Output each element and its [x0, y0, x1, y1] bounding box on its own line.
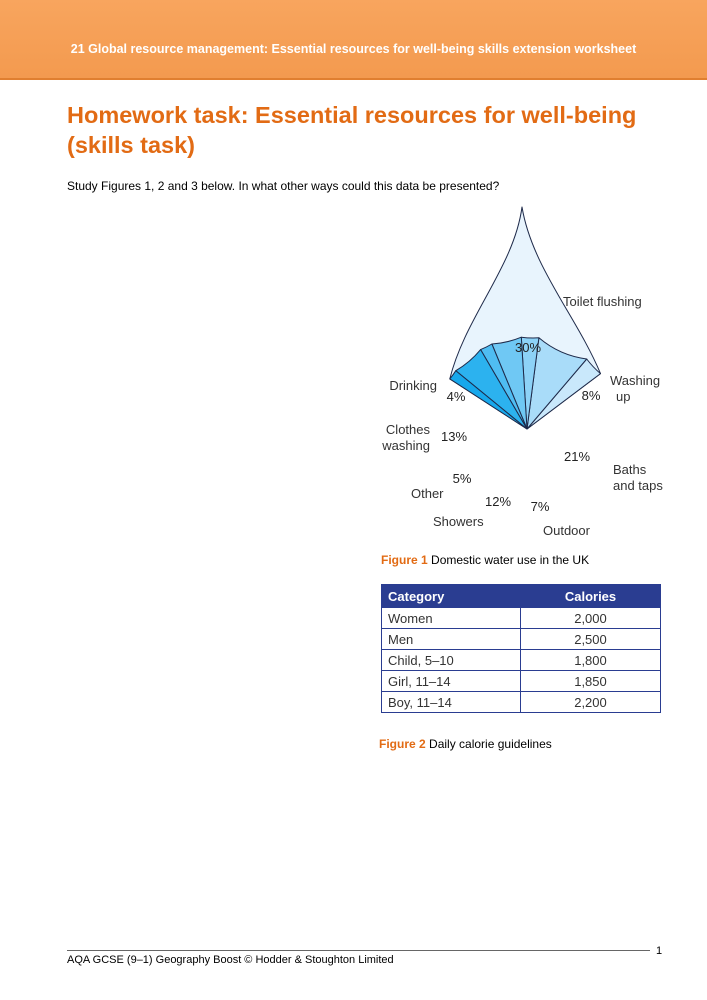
table-header-row	[382, 585, 661, 608]
figure-1-number: Figure 1	[381, 553, 428, 567]
slice-category-label: Showers	[433, 514, 484, 529]
row-calories: 2,200	[521, 692, 661, 713]
slice-category-label: Other	[411, 486, 444, 501]
slice-value-label: 12%	[484, 494, 512, 509]
slice-category-label: Drinking	[389, 378, 437, 393]
row-category: Women	[382, 608, 521, 629]
slice-category-label: Baths and taps	[613, 462, 663, 493]
table-row	[382, 608, 661, 629]
table-row	[382, 650, 661, 671]
table-row	[382, 671, 661, 692]
slice-category-label: Washing up	[610, 373, 661, 404]
header-banner	[0, 0, 707, 80]
table-row	[382, 629, 661, 650]
row-calories: 2,500	[521, 629, 661, 650]
water-use-pie-chart	[370, 200, 670, 545]
slice-value-label: 7%	[530, 499, 550, 514]
table-row	[382, 692, 661, 713]
row-calories: 1,800	[521, 650, 661, 671]
slice-value-label: 30%	[514, 340, 542, 355]
slice-value-label: 5%	[452, 471, 472, 486]
figure-2-caption	[379, 737, 552, 751]
column-header-calories: Calories	[521, 585, 661, 608]
figure-2-number: Figure 2	[379, 737, 426, 751]
row-category: Girl, 11–14	[382, 671, 521, 692]
page-number: 1	[656, 945, 663, 957]
row-category: Men	[382, 629, 521, 650]
page-title: Homework task: Essential resources for well-being (skills task)	[67, 102, 637, 158]
footer-divider	[67, 950, 650, 951]
banner-title: 21 Global resource management: Essential resources for well-being skills extension worksheet	[70, 42, 637, 56]
slice-category-label: Clothes washing	[382, 422, 430, 453]
calorie-table	[381, 584, 661, 713]
slice-value-label: 21%	[563, 449, 591, 464]
slice-value-label: 4%	[446, 389, 466, 404]
slice-category-label: Outdoor	[543, 523, 590, 538]
instructions-text: Study Figures 1, 2 and 3 below. In what other ways could this data be presented?	[67, 179, 500, 193]
slice-value-label: 13%	[440, 429, 468, 444]
slice-category-label: Toilet flushing	[563, 294, 642, 309]
figure-1-caption	[381, 553, 589, 567]
figure-2-text: Daily calorie guidelines	[429, 737, 552, 751]
row-category: Boy, 11–14	[382, 692, 521, 713]
figure-1-text: Domestic water use in the UK	[431, 553, 590, 567]
column-header-category: Category	[382, 585, 521, 608]
slice-value-label: 8%	[581, 388, 601, 403]
row-calories: 2,000	[521, 608, 661, 629]
row-calories: 1,850	[521, 671, 661, 692]
row-category: Child, 5–10	[382, 650, 521, 671]
footer-copyright: AQA GCSE (9–1) Geography Boost © Hodder & Stoughton Limited	[67, 954, 394, 966]
